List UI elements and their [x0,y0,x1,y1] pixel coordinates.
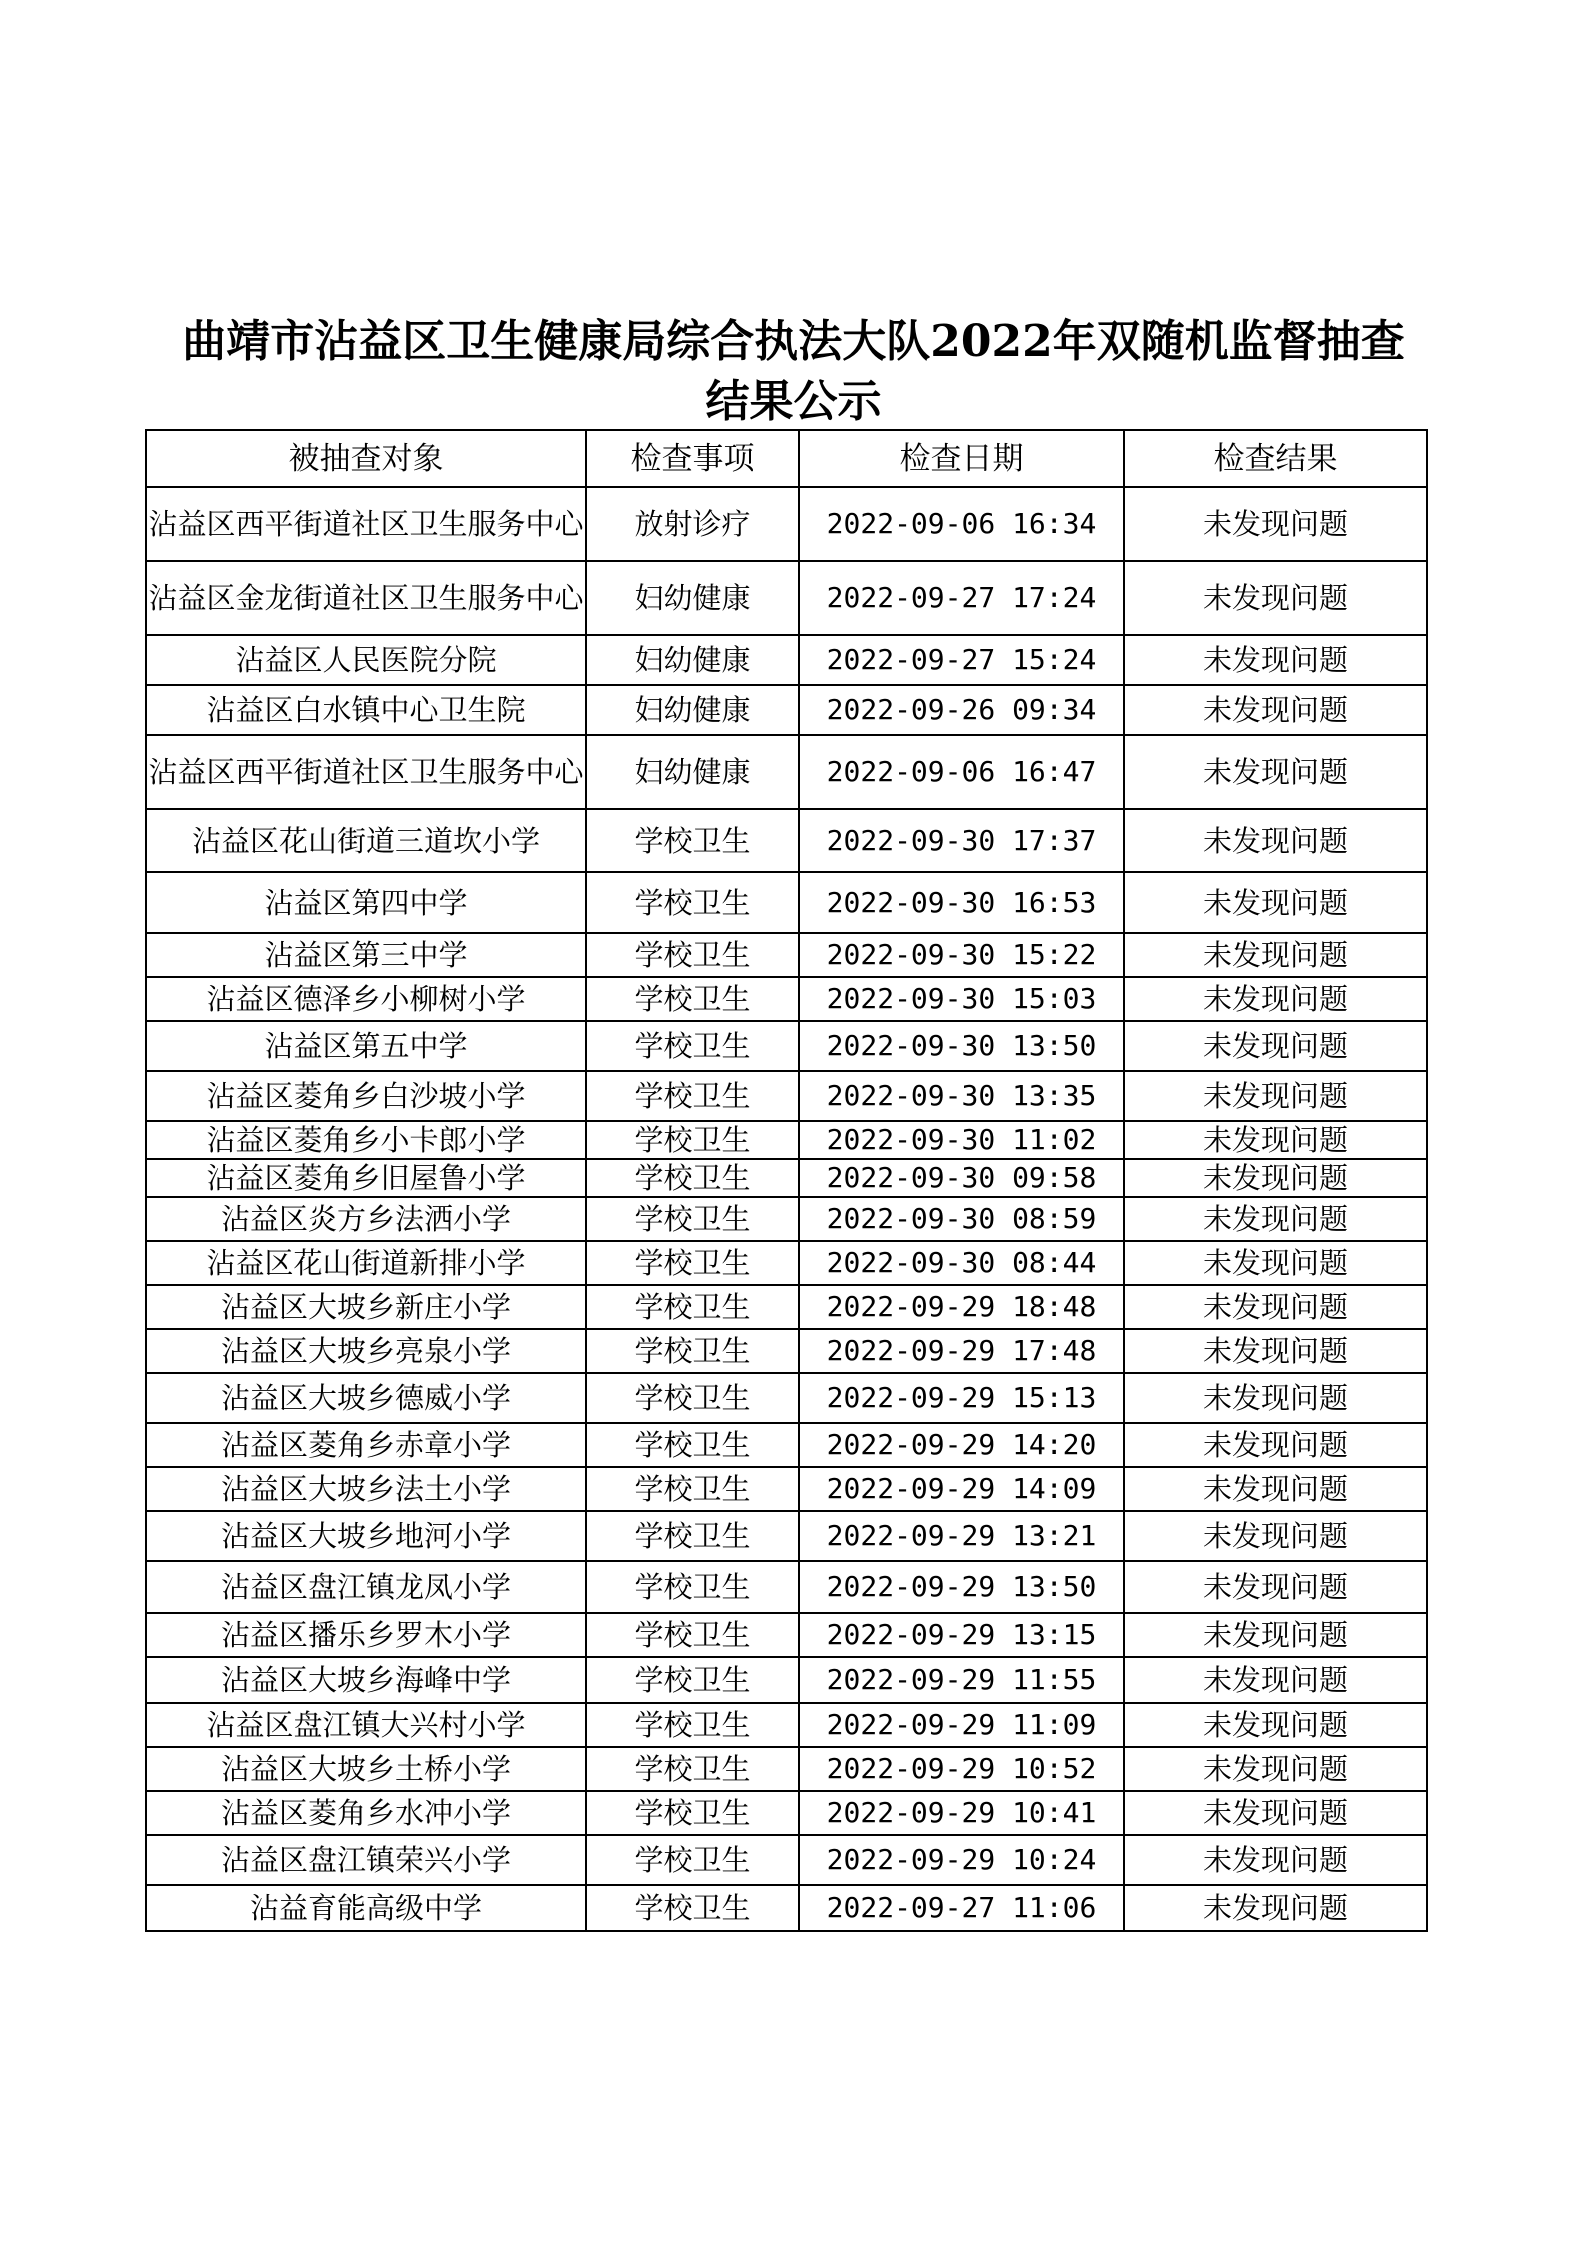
table-row [146,1285,1427,1329]
cell-date: 2022-09-30 11:02 [799,1121,1124,1159]
cell-date: 2022-09-29 10:24 [799,1835,1124,1885]
cell-object: 沾益区大坡乡法土小学 [146,1467,586,1511]
table-row [146,1703,1427,1747]
cell-object: 沾益育能高级中学 [146,1885,586,1931]
table-row [146,735,1427,809]
cell-object: 沾益区盘江镇大兴村小学 [146,1703,586,1747]
cell-object: 沾益区菱角乡小卡郎小学 [146,1121,586,1159]
cell-object: 沾益区西平街道社区卫生服务中心 [146,735,586,809]
cell-date: 2022-09-30 13:50 [799,1021,1124,1071]
cell-date: 2022-09-26 09:34 [799,685,1124,735]
cell-object: 沾益区菱角乡赤章小学 [146,1423,586,1467]
cell-result: 未发现问题 [1124,635,1427,685]
cell-result: 未发现问题 [1124,1197,1427,1241]
cell-item: 学校卫生 [586,1657,799,1703]
cell-item: 学校卫生 [586,1423,799,1467]
cell-item: 学校卫生 [586,933,799,977]
cell-date: 2022-09-30 08:44 [799,1241,1124,1285]
cell-result: 未发现问题 [1124,685,1427,735]
table-row [146,1159,1427,1197]
cell-result: 未发现问题 [1124,809,1427,872]
table-header-row [146,430,1427,487]
cell-item: 学校卫生 [586,1835,799,1885]
table-row [146,1121,1427,1159]
cell-result: 未发现问题 [1124,1241,1427,1285]
cell-result: 未发现问题 [1124,1071,1427,1121]
cell-result: 未发现问题 [1124,1021,1427,1071]
cell-object: 沾益区第五中学 [146,1021,586,1071]
cell-item: 学校卫生 [586,1747,799,1791]
table-row [146,1423,1427,1467]
cell-result: 未发现问题 [1124,1561,1427,1613]
table-body [146,487,1427,1931]
header-object: 被抽查对象 [146,430,586,487]
results-table [145,429,1428,1932]
header-date: 检查日期 [799,430,1124,487]
table-row [146,561,1427,635]
cell-date: 2022-09-29 14:20 [799,1423,1124,1467]
table-row [146,1329,1427,1373]
cell-result: 未发现问题 [1124,1835,1427,1885]
table-row [146,1021,1427,1071]
cell-item: 学校卫生 [586,1511,799,1561]
cell-object: 沾益区花山街道三道坎小学 [146,809,586,872]
cell-object: 沾益区金龙街道社区卫生服务中心 [146,561,586,635]
cell-result: 未发现问题 [1124,1285,1427,1329]
cell-date: 2022-09-30 08:59 [799,1197,1124,1241]
table-row [146,1613,1427,1657]
table-row [146,1561,1427,1613]
header-result: 检查结果 [1124,430,1427,487]
cell-item: 学校卫生 [586,1561,799,1613]
cell-result: 未发现问题 [1124,1423,1427,1467]
cell-result: 未发现问题 [1124,735,1427,809]
cell-object: 沾益区第三中学 [146,933,586,977]
cell-result: 未发现问题 [1124,933,1427,977]
table-row [146,1197,1427,1241]
cell-item: 妇幼健康 [586,635,799,685]
cell-date: 2022-09-30 09:58 [799,1159,1124,1197]
cell-object: 沾益区菱角乡水冲小学 [146,1791,586,1835]
cell-date: 2022-09-30 17:37 [799,809,1124,872]
cell-date: 2022-09-29 10:52 [799,1747,1124,1791]
cell-result: 未发现问题 [1124,1467,1427,1511]
cell-object: 沾益区盘江镇龙凤小学 [146,1561,586,1613]
cell-result: 未发现问题 [1124,1511,1427,1561]
cell-date: 2022-09-29 13:15 [799,1613,1124,1657]
cell-date: 2022-09-30 16:53 [799,872,1124,933]
cell-result: 未发现问题 [1124,872,1427,933]
cell-date: 2022-09-29 14:09 [799,1467,1124,1511]
cell-item: 学校卫生 [586,872,799,933]
cell-item: 妇幼健康 [586,561,799,635]
cell-date: 2022-09-06 16:47 [799,735,1124,809]
cell-result: 未发现问题 [1124,1373,1427,1423]
cell-object: 沾益区人民医院分院 [146,635,586,685]
cell-object: 沾益区大坡乡新庄小学 [146,1285,586,1329]
table-row [146,635,1427,685]
cell-object: 沾益区大坡乡地河小学 [146,1511,586,1561]
cell-result: 未发现问题 [1124,1613,1427,1657]
cell-item: 放射诊疗 [586,487,799,561]
cell-date: 2022-09-29 11:55 [799,1657,1124,1703]
cell-object: 沾益区菱角乡旧屋鲁小学 [146,1159,586,1197]
cell-date: 2022-09-30 13:35 [799,1071,1124,1121]
cell-date: 2022-09-29 11:09 [799,1703,1124,1747]
table-row [146,1835,1427,1885]
cell-result: 未发现问题 [1124,1747,1427,1791]
cell-item: 学校卫生 [586,977,799,1021]
cell-result: 未发现问题 [1124,1329,1427,1373]
cell-item: 学校卫生 [586,1241,799,1285]
cell-object: 沾益区炎方乡法洒小学 [146,1197,586,1241]
table-row [146,1241,1427,1285]
cell-object: 沾益区菱角乡白沙坡小学 [146,1071,586,1121]
cell-object: 沾益区花山街道新排小学 [146,1241,586,1285]
cell-date: 2022-09-27 15:24 [799,635,1124,685]
cell-object: 沾益区大坡乡海峰中学 [146,1657,586,1703]
cell-object: 沾益区盘江镇荣兴小学 [146,1835,586,1885]
cell-date: 2022-09-29 18:48 [799,1285,1124,1329]
cell-date: 2022-09-06 16:34 [799,487,1124,561]
table-row [146,1657,1427,1703]
cell-item: 妇幼健康 [586,735,799,809]
cell-date: 2022-09-29 13:50 [799,1561,1124,1613]
cell-date: 2022-09-30 15:22 [799,933,1124,977]
cell-object: 沾益区大坡乡德威小学 [146,1373,586,1423]
page-title [0,312,1587,432]
table-row [146,487,1427,561]
table-row [146,933,1427,977]
table-row [146,977,1427,1021]
cell-result: 未发现问题 [1124,1885,1427,1931]
cell-result: 未发现问题 [1124,977,1427,1021]
cell-object: 沾益区播乐乡罗木小学 [146,1613,586,1657]
cell-item: 学校卫生 [586,1121,799,1159]
cell-date: 2022-09-30 15:03 [799,977,1124,1021]
title-line-2: 结果公示 [705,376,882,427]
cell-item: 学校卫生 [586,1071,799,1121]
cell-result: 未发现问题 [1124,1791,1427,1835]
cell-item: 学校卫生 [586,1467,799,1511]
table-row [146,1747,1427,1791]
cell-date: 2022-09-29 10:41 [799,1791,1124,1835]
cell-result: 未发现问题 [1124,1703,1427,1747]
table-row [146,1373,1427,1423]
cell-item: 学校卫生 [586,1791,799,1835]
table-row [146,1467,1427,1511]
table-row [146,1511,1427,1561]
cell-date: 2022-09-29 15:13 [799,1373,1124,1423]
cell-object: 沾益区大坡乡亮泉小学 [146,1329,586,1373]
cell-item: 学校卫生 [586,1373,799,1423]
cell-date: 2022-09-29 17:48 [799,1329,1124,1373]
cell-item: 学校卫生 [586,1021,799,1071]
cell-object: 沾益区大坡乡土桥小学 [146,1747,586,1791]
cell-result: 未发现问题 [1124,1121,1427,1159]
cell-item: 学校卫生 [586,1197,799,1241]
cell-object: 沾益区德泽乡小柳树小学 [146,977,586,1021]
cell-item: 学校卫生 [586,1703,799,1747]
cell-item: 学校卫生 [586,1613,799,1657]
cell-item: 学校卫生 [586,1285,799,1329]
cell-date: 2022-09-29 13:21 [799,1511,1124,1561]
cell-object: 沾益区白水镇中心卫生院 [146,685,586,735]
cell-item: 学校卫生 [586,1329,799,1373]
header-item: 检查事项 [586,430,799,487]
cell-item: 学校卫生 [586,809,799,872]
title-line-1: 曲靖市沾益区卫生健康局综合执法大队2022年双随机监督抽查 [182,316,1405,367]
cell-result: 未发现问题 [1124,1657,1427,1703]
cell-object: 沾益区西平街道社区卫生服务中心 [146,487,586,561]
table-row [146,1885,1427,1931]
cell-result: 未发现问题 [1124,487,1427,561]
cell-result: 未发现问题 [1124,561,1427,635]
table-row [146,809,1427,872]
cell-item: 学校卫生 [586,1159,799,1197]
cell-date: 2022-09-27 11:06 [799,1885,1124,1931]
table-row [146,1071,1427,1121]
cell-item: 学校卫生 [586,1885,799,1931]
cell-object: 沾益区第四中学 [146,872,586,933]
table-row [146,685,1427,735]
cell-item: 妇幼健康 [586,685,799,735]
cell-result: 未发现问题 [1124,1159,1427,1197]
table-row [146,872,1427,933]
table-row [146,1791,1427,1835]
cell-date: 2022-09-27 17:24 [799,561,1124,635]
